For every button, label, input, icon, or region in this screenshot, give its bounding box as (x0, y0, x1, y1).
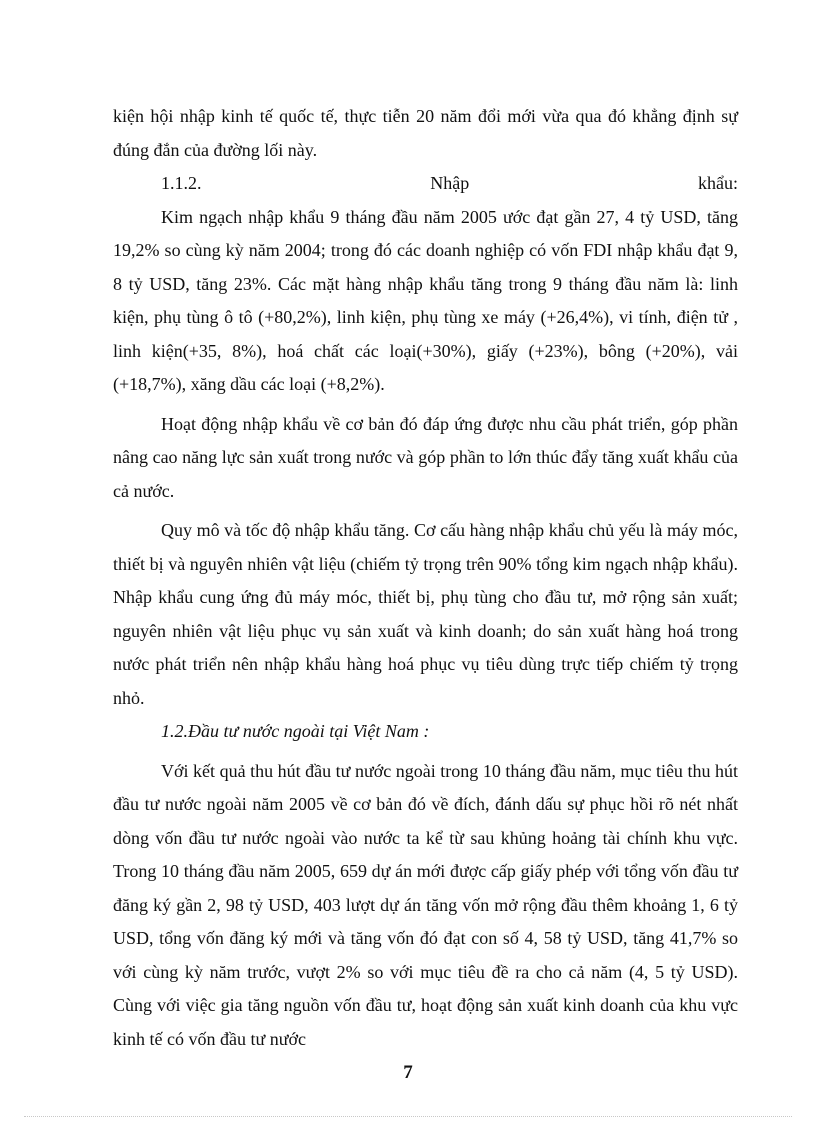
paragraph-import-structure: Quy mô và tốc độ nhập khẩu tăng. Cơ cấu hàng nhập khẩu chủ yếu là máy móc, thiết bị và nguyên nhiên vật liệu (chiếm tỷ trọng trên 90% tổng kim ngạch nhập khẩu). Nhập khẩu cung ứng đủ máy móc, thiết bị, phụ tùng cho đầu tư, mở rộng sản xuất; nguyên nhiên vật liệu phục vụ sản xuất và kinh doanh; do sản xuất hàng hoá trong nước phát triển nên nhập khẩu hàng hoá phục vụ tiêu dùng trực tiếp chiếm tỷ trọng nhỏ. (113, 520, 738, 708)
paragraph-import-turnover: Kim ngạch nhập khẩu 9 tháng đầu năm 2005 ước đạt gần 27, 4 tỷ USD, tăng 19,2% so cùng kỳ năm 2004; trong đó các doanh nghiệp có vốn FDI nhập khẩu đạt 9, 8 tỷ USD, tăng 23%. Các mặt hàng nhập khẩu tăng trong 9 tháng đầu năm là: linh kiện, phụ tùng ô tô (+80,2%), linh kiện, phụ tùng xe máy (+26,4%), vi tính, điện tử , linh kiện(+35, 8%), hoá chất các loại(+30%), giấy (+23%), bông (+20%), vải (+18,7%), xăng dầu các loại (+8,2%). (113, 206, 738, 394)
paragraph-fdi: Với kết quả thu hút đầu tư nước ngoài trong 10 tháng đầu năm, mục tiêu thu hút đầu tư nước ngoài năm 2005 về cơ bản đó về đích, đánh dấu sự phục hồi rõ nét nhất dòng vốn đầu tư nước ngoài vào nước ta kể từ sau khủng hoảng tài chính khu vực. Trong 10 tháng đầu năm 2005, 659 dự án mới được cấp giấy phép với tổng vốn đầu tư đăng ký gần 2, 98 tỷ USD, 403 lượt dự án tăng vốn mở rộng đầu thêm khoảng 1, 6 tỷ USD, tổng vốn đăng ký mới và tăng vốn đó đạt con số 4, 58 tỷ USD, tăng 41,7% so với cùng kỳ năm trước, vượt 2% so với mục tiêu đề ra cho cả năm (4, 5 tỷ USD). Cùng với việc gia tăng nguồn vốn đầu tư, hoạt động sản xuất kinh doanh của khu vực kinh tế có vốn đầu tư nước (113, 760, 738, 1049)
body-text (113, 100, 738, 1056)
section-word: Nhập (430, 173, 470, 193)
page-bottom-divider (24, 1116, 792, 1117)
section-number: 1.1.2. (161, 173, 202, 193)
section-heading-1-2: 1.2.Đầu tư nước ngoài tại Việt Nam : (161, 721, 430, 741)
paragraph-import-activity: Hoạt động nhập khẩu về cơ bản đó đáp ứng được nhu cầu phát triển, góp phần nâng cao năng lực sản xuất trong nước và góp phần to lớn thúc đẩy tăng xuất khẩu của cả nước. (113, 413, 738, 501)
section-heading-1-1-2 (113, 167, 738, 201)
paragraph-continuation: kiện hội nhập kinh tế quốc tế, thực tiễn 20 năm đổi mới vừa qua đó khẳng định sự đúng đắn của đường lối này. (113, 106, 738, 160)
section-word: khẩu: (698, 173, 738, 193)
page-number: 7 (403, 1062, 413, 1083)
